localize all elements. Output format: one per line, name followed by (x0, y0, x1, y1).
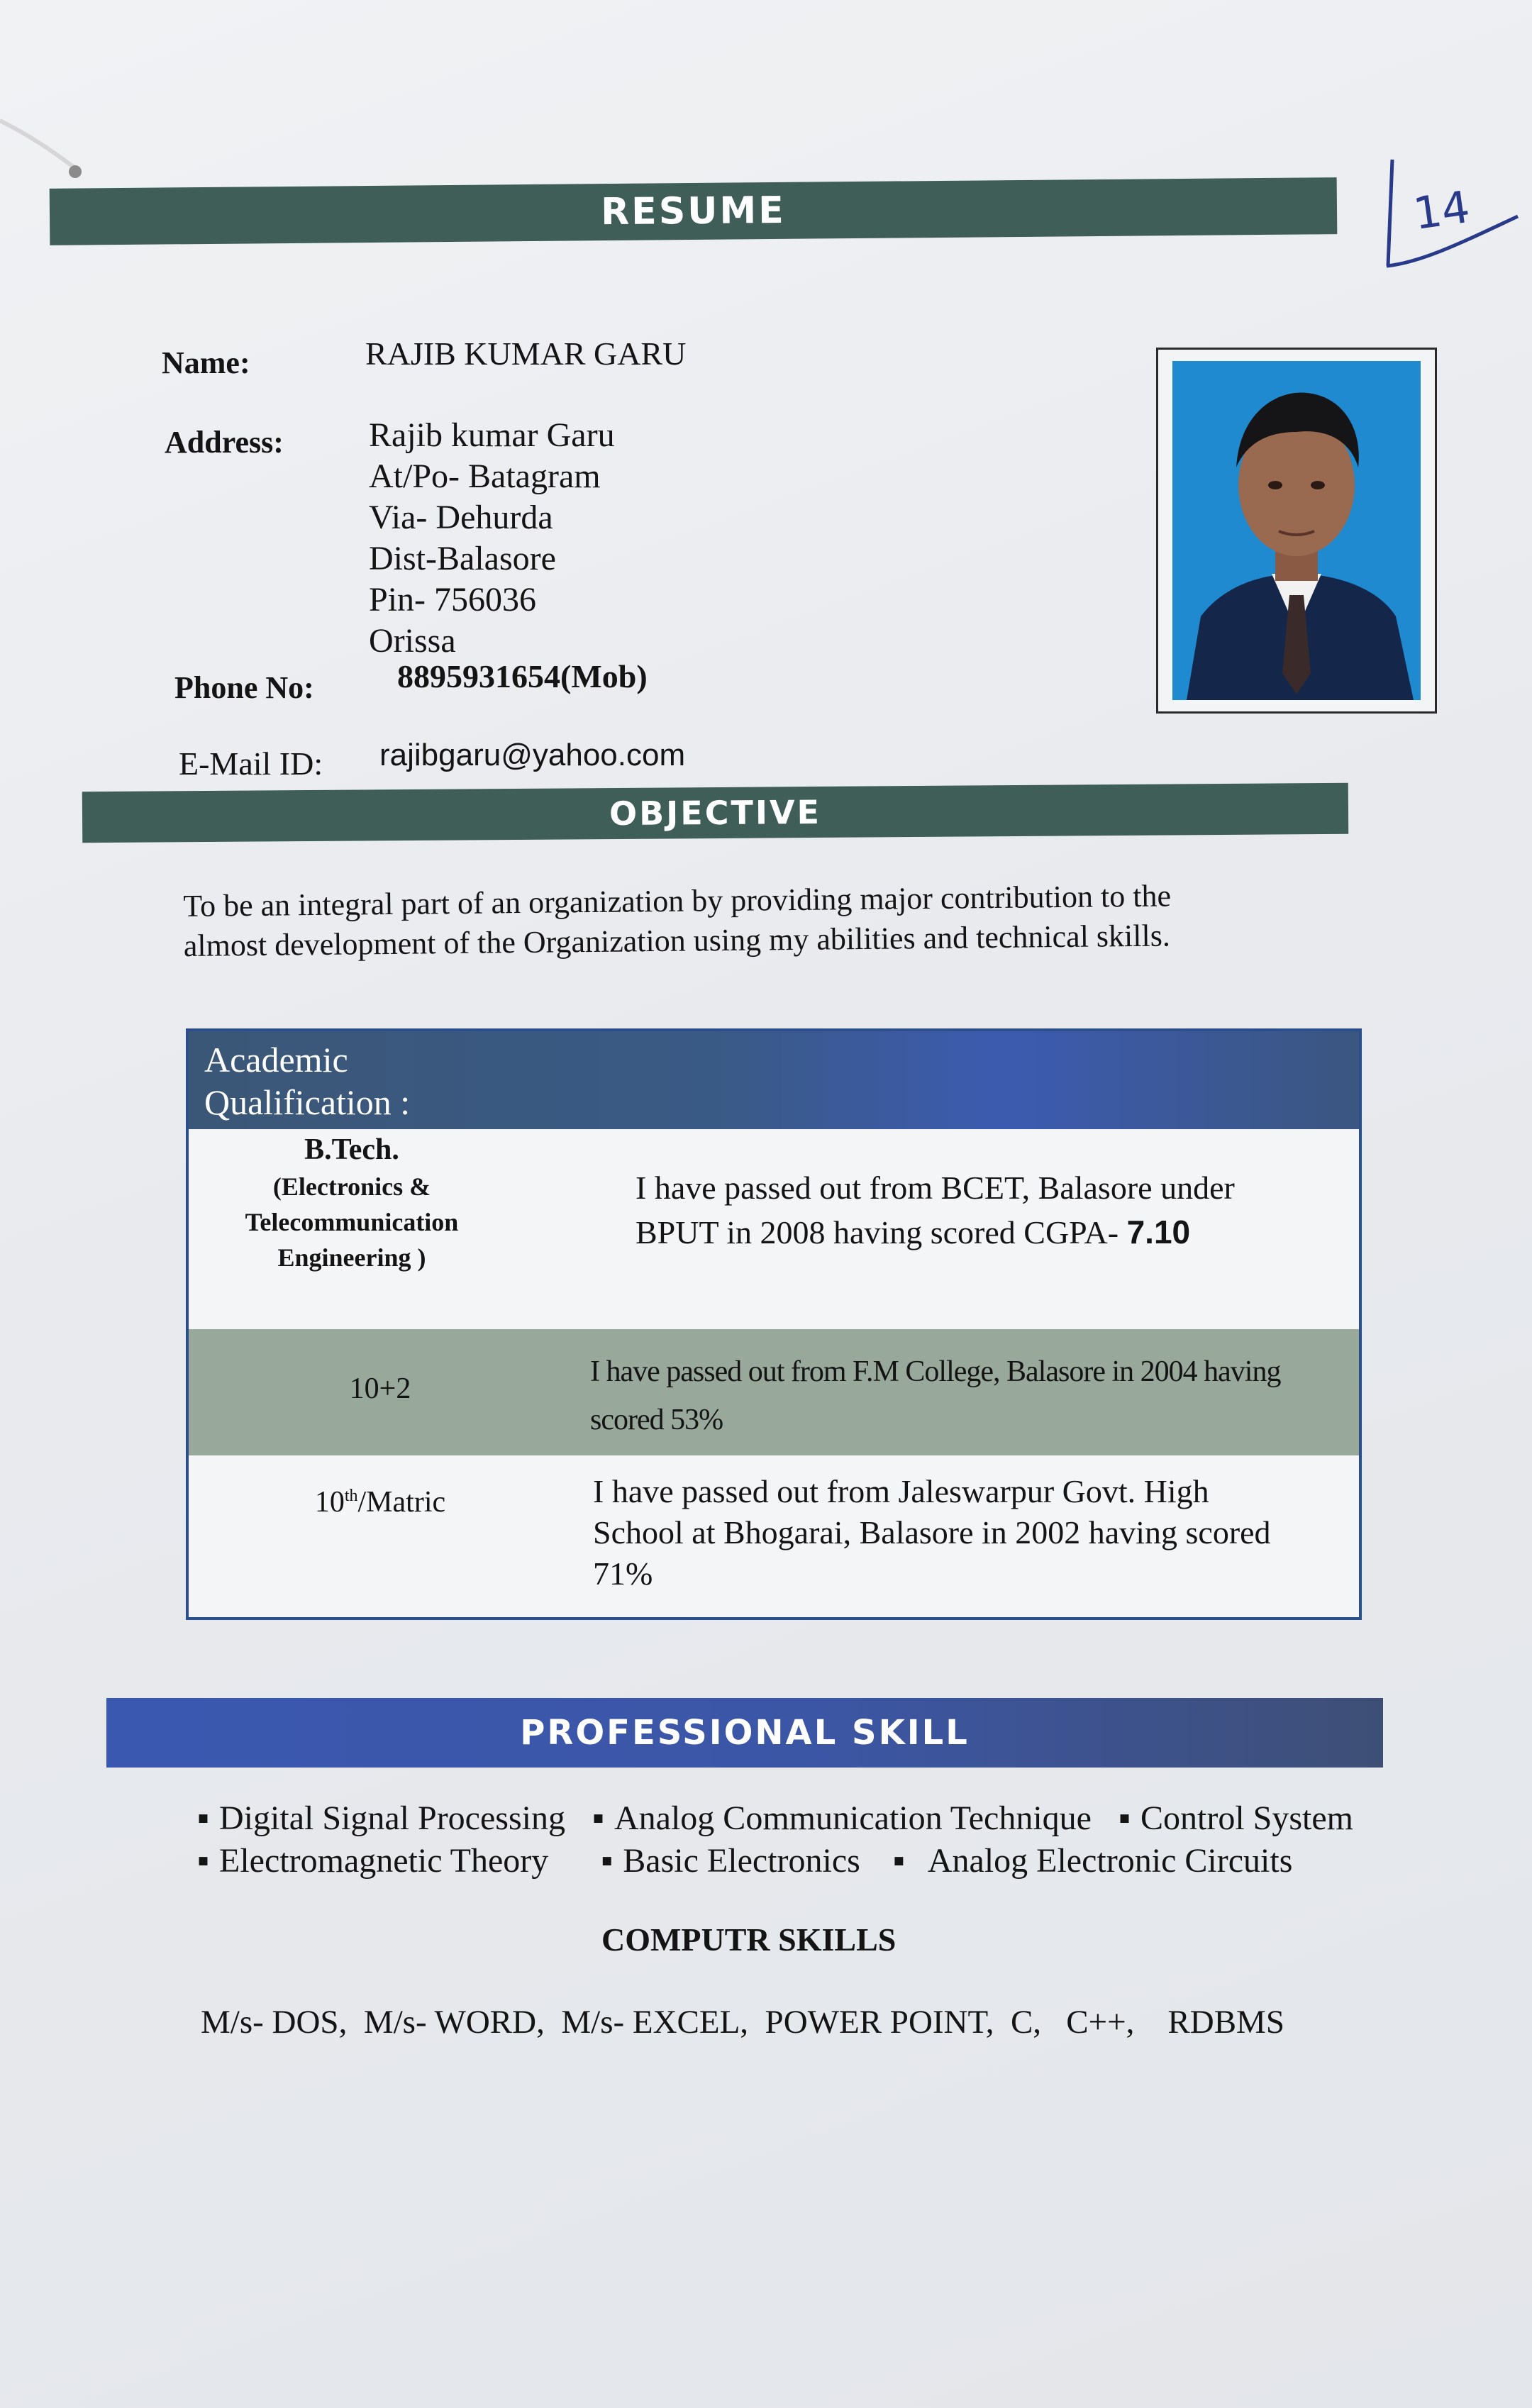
degree-suffix: /Matric (357, 1486, 446, 1519)
resume-title: RESUME (600, 189, 787, 234)
email-label: E-Mail ID: (179, 745, 323, 782)
profile-photo (1172, 361, 1421, 700)
table-row-10th-detail (593, 1471, 1271, 1594)
bullet-icon: ▪ (1118, 1799, 1131, 1837)
address-line: Pin- 756036 (369, 581, 537, 618)
table-row-btech-detail (635, 1166, 1235, 1255)
branch-line: (Electronics & (272, 1172, 431, 1201)
detail-line: I have passed out from Jaleswarpur Govt. High (593, 1473, 1209, 1509)
professional-skills-row-2 (197, 1841, 1292, 1880)
table-row-10th-degree (274, 1485, 487, 1519)
cgpa-score: 7.10 (1126, 1214, 1191, 1250)
academic-title-line-2: Qualification : (204, 1082, 411, 1122)
bullet-icon: ▪ (197, 1842, 210, 1880)
handwritten-page-number (1380, 156, 1521, 270)
professional-skills-row-1 (197, 1799, 1353, 1838)
computer-skills-title: COMPUTR SKILLS (601, 1921, 897, 1958)
degree-name: B.Tech. (304, 1133, 399, 1166)
detail-line: I have passed out from BCET, Balasore under (635, 1170, 1235, 1206)
table-row-btech-degree (231, 1131, 472, 1275)
phone-label: Phone No: (174, 670, 314, 705)
detail-text: BPUT in 2008 having scored CGPA- (635, 1214, 1119, 1250)
objective-banner (82, 783, 1348, 843)
professional-skill-title: PROFESSIONAL SKILL (520, 1713, 970, 1753)
detail-line (635, 1210, 1235, 1255)
address-line: Dist-Balasore (369, 540, 556, 577)
skill-item: Basic Electronics (623, 1842, 860, 1880)
table-row-12th-detail (590, 1348, 1280, 1444)
objective-text (183, 876, 1172, 966)
objective-line-1: To be an integral part of an organization by providing major contribution to the (183, 878, 1172, 923)
address-line: Rajib kumar Garu (369, 416, 615, 454)
skill-item: Electromagnetic Theory (219, 1842, 549, 1880)
branch-line: Engineering ) (277, 1243, 426, 1272)
skill-item: Digital Signal Processing (219, 1799, 565, 1837)
photo-frame (1156, 348, 1437, 714)
branch-line: Telecommunication (245, 1208, 459, 1236)
skill-item: Control System (1140, 1799, 1354, 1837)
bullet-icon: ▪ (892, 1842, 905, 1880)
detail-line: 71% (593, 1555, 653, 1592)
page-number-text: 14 (1410, 180, 1473, 240)
email-value: rajibgaru@yahoo.com (379, 738, 686, 772)
table-row-12th (189, 1329, 1359, 1455)
address-line: Orissa (369, 622, 456, 660)
phone-value: 8895931654(Mob) (397, 658, 648, 694)
academic-title-line-1: Academic (204, 1040, 348, 1080)
skill-item: Analog Communication Technique (614, 1799, 1092, 1837)
objective-line-2: almost development of the Organization using my abilities and technical skills. (183, 918, 1171, 963)
computer-skills-list: M/s- DOS, M/s- WORD, M/s- EXCEL, POWER POINT, C, C++, RDBMS (201, 2004, 1284, 2041)
bullet-icon: ▪ (197, 1799, 210, 1837)
detail-line: I have passed out from F.M College, Balasore in 2004 having (590, 1355, 1281, 1388)
academic-table (186, 1028, 1362, 1620)
bullet-icon: ▪ (601, 1842, 614, 1880)
degree-name: 10+2 (349, 1372, 411, 1405)
person-portrait-icon (1172, 361, 1421, 700)
thread-icon (0, 106, 99, 192)
resume-banner (50, 177, 1338, 245)
objective-title: OBJECTIVE (609, 792, 822, 833)
skill-item: Analog Electronic Circuits (927, 1842, 1293, 1880)
address-line: At/Po- Batagram (369, 457, 601, 495)
address-line: Via- Dehurda (369, 499, 553, 536)
name-label: Name: (162, 345, 250, 380)
address-block (369, 415, 615, 662)
address-label: Address: (165, 425, 284, 460)
degree-superscript: th (344, 1487, 358, 1505)
degree-name: 10 (314, 1486, 345, 1519)
academic-header (189, 1031, 1359, 1129)
professional-skill-banner (106, 1698, 1383, 1768)
detail-line: scored 53% (590, 1404, 723, 1436)
bullet-icon: ▪ (592, 1799, 604, 1837)
name-value: RAJIB KUMAR GARU (365, 335, 687, 372)
detail-line: School at Bhogarai, Balasore in 2002 having scored (593, 1514, 1271, 1550)
